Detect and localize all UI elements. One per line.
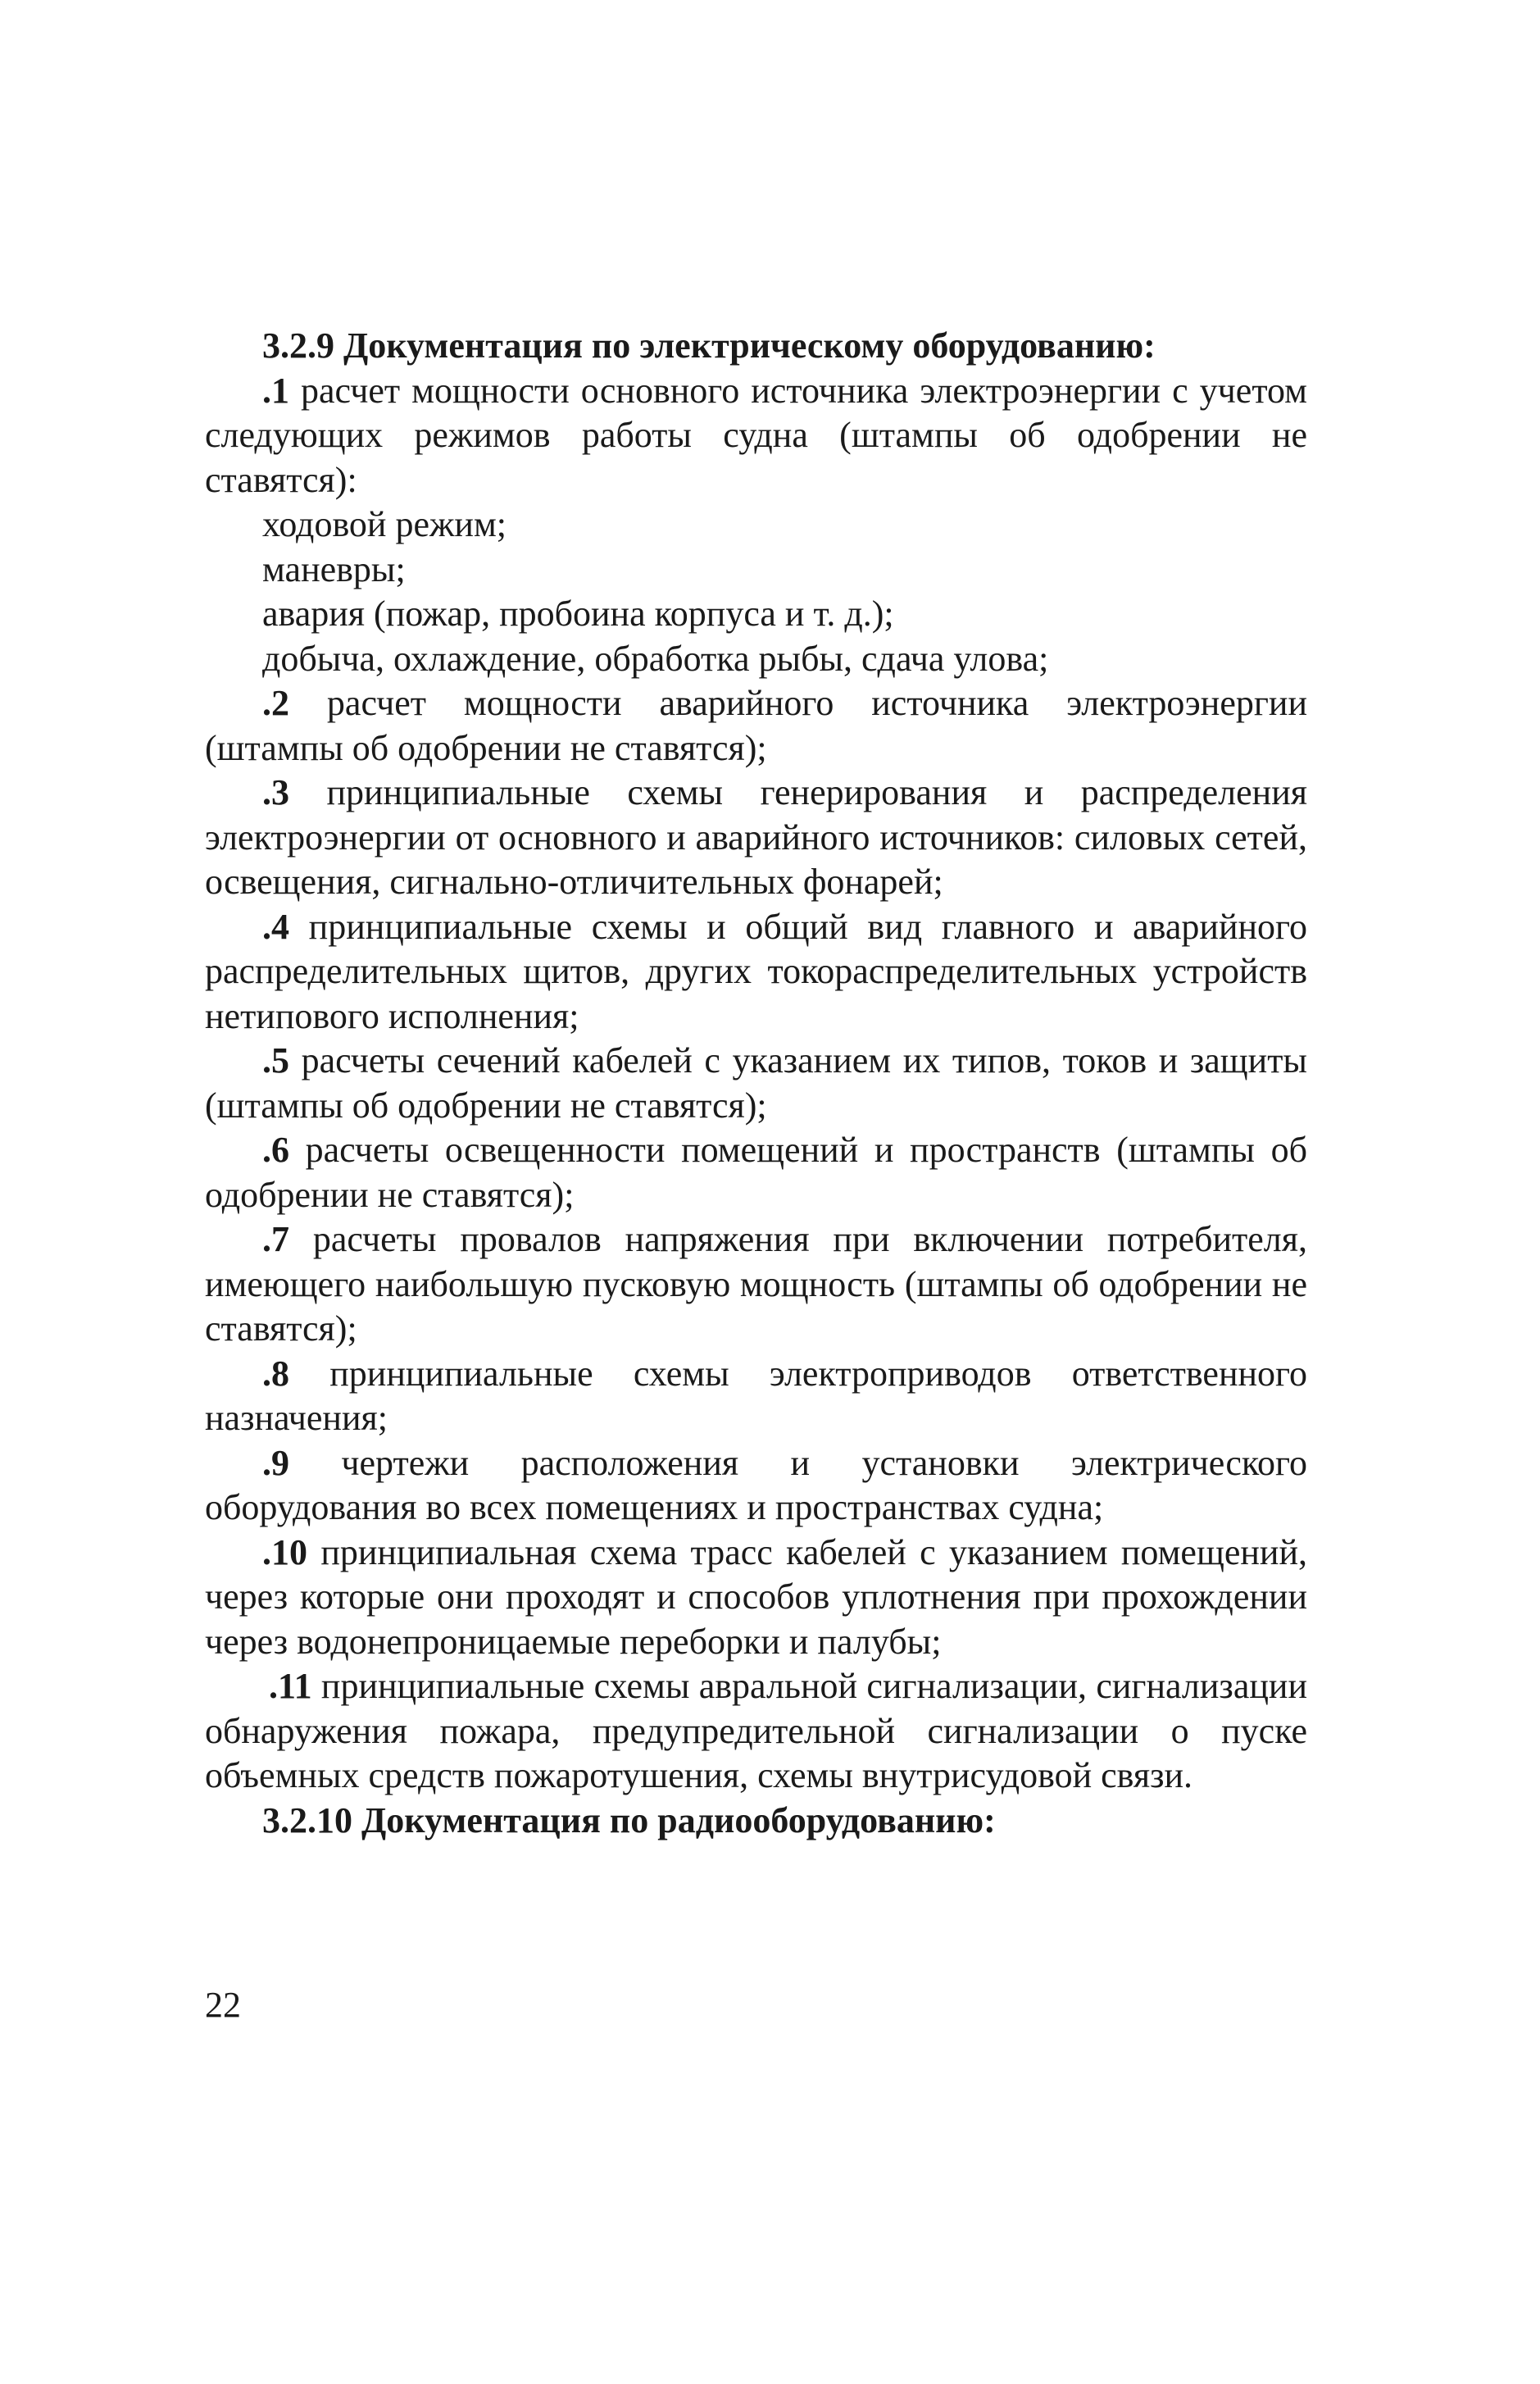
item-number: .8 — [262, 1353, 289, 1394]
mode-item: маневры; — [262, 548, 406, 589]
list-item — [205, 1441, 1307, 1531]
mode-item: авария (пожар, пробоина корпуса и т. д.); — [262, 594, 894, 634]
item-text: расчет мощности аварийного источника электроэнергии (штампы об одобрении не ставятся); — [205, 683, 1307, 768]
item-number: .4 — [262, 906, 289, 947]
mode-item: ходовой режим; — [262, 504, 507, 544]
item-text: принципиальные схемы и общий вид главного и аварийного распределительных щитов, других токораспределительных устройств нетипового исполнения; — [205, 906, 1307, 1036]
item-number: .3 — [262, 772, 289, 812]
item-number: .10 — [262, 1531, 307, 1572]
item-number: .2 — [262, 683, 289, 723]
list-item — [205, 1128, 1307, 1217]
item-text: принципиальные схемы электроприводов ответственного назначения; — [205, 1353, 1307, 1438]
list-item — [205, 905, 1307, 1040]
item-text: принципиальные схемы авральной сигнализации, сигнализации обнаружения пожара, предупредительной сигнализации о пуске объемных средств пожаротушения, схемы внутрисудовой связи. — [205, 1666, 1307, 1795]
item-text: расчеты провалов напряжения при включении потребителя, имеющего наибольшую пусковую мощность (штампы об одобрении не ставятся); — [205, 1219, 1307, 1349]
item-number: .6 — [262, 1130, 289, 1170]
list-item — [205, 1531, 1307, 1665]
item-number: .11 — [269, 1666, 312, 1706]
page-number: 22 — [205, 1985, 241, 2025]
list-item — [205, 1664, 1307, 1799]
item-number: .7 — [262, 1219, 289, 1259]
item-number: .1 — [262, 370, 289, 411]
mode-item: добыча, охлаждение, обработка рыбы, сдача улова; — [262, 638, 1049, 679]
item-text: принципиальные схемы генерирования и распределения электроэнергии от основного и аварийного источников: силовых сетей, освещения, сигнально-отличительных фонарей; — [205, 772, 1307, 902]
section-heading: 3.2.9 Документация по электрическому оборудованию: — [262, 325, 1156, 366]
list-item — [205, 771, 1307, 905]
item-number: .5 — [262, 1040, 289, 1081]
list-item — [205, 1039, 1307, 1128]
page-body — [205, 324, 1307, 1843]
list-item — [205, 1352, 1307, 1441]
list-item — [205, 1217, 1307, 1352]
next-section-heading: 3.2.10 Документация по радиооборудованию: — [262, 1799, 996, 1840]
item-number: .9 — [262, 1442, 289, 1483]
item-text: принципиальная схема трасс кабелей с указанием помещений, через которые они проходят и способов уплотнения при прохождении через водонепроницаемые переборки и палубы; — [205, 1531, 1307, 1662]
item-text: расчеты сечений кабелей с указанием их типов, токов и защиты (штампы об одобрении не ставятся); — [205, 1040, 1307, 1126]
list-item — [205, 369, 1307, 503]
item-text: расчеты освещенности помещений и пространств (штампы об одобрении не ставятся); — [205, 1130, 1307, 1215]
item-text: расчет мощности основного источника электроэнергии с учетом следующих режимов работы судна (штампы об одобрении не ставятся): — [205, 370, 1307, 500]
list-item — [205, 681, 1307, 771]
item-text: чертежи расположения и установки электрического оборудования во всех помещениях и пространствах судна; — [205, 1442, 1307, 1527]
